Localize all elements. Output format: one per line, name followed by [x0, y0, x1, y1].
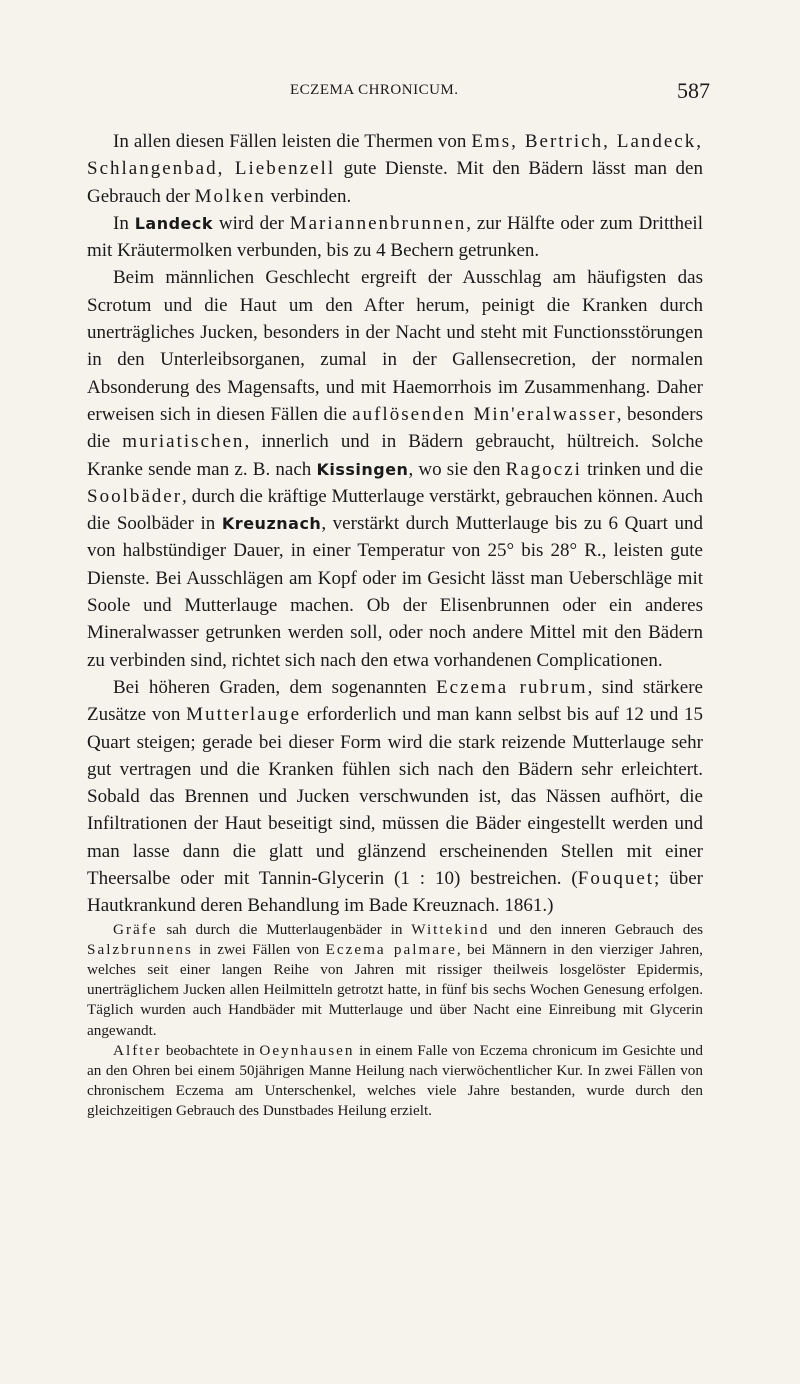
text-run: In allen diesen Fällen leisten die Thermen von	[113, 131, 472, 152]
text-run: und den inneren Gebrauch des	[489, 920, 703, 938]
term-mariannenbrunnen: Mariannenbrunnen	[289, 212, 467, 234]
author-alfter: Alfter	[113, 1041, 162, 1059]
text-run: in einem Falle von Eczema chronicum im Gesichte und an den Ohren bei einem 50jährigen Manne Heilung nach vierwöchentlicher Kur. In zwei Fällen von chronischem Eczema am Unterschenkel, welches viele Jahre bestanden, wurde durch den gleichzeitigen Gebrauch des Dunstbades Heilung erzielt.	[87, 1041, 703, 1120]
text-run: ; über Hautkrankund deren Behandlung im Bade Kreuznach. 1861.)	[87, 868, 704, 917]
text-run: gute Dienste. Mit den Bädern lässt man den Gebrauch der	[87, 158, 703, 207]
spa-names: Ems, Bertrich, Landeck, Schlangenbad, Liebenzell	[87, 131, 703, 180]
term-ragoczi: Ragoczi	[505, 458, 582, 480]
text-run: verbinden.	[265, 185, 352, 207]
note-graefe	[87, 920, 703, 1041]
paragraph-landeck	[87, 210, 703, 265]
paragraph-male-eczema	[87, 264, 703, 673]
term-eczema-palmare: Eczema palmare	[325, 940, 457, 958]
small-print-notes	[87, 920, 703, 1122]
term-eczema-rubrum: Eczema rubrum	[436, 676, 588, 698]
text-run: , sind stärkere Zusätze von	[87, 676, 703, 726]
term-mutterlauge: Mutterlauge	[186, 704, 302, 726]
text-run: , wo sie den	[408, 458, 506, 480]
text-run: erforderlich und man kann selbst bis auf 12 und 15 Quart steigen; gerade bei dieser Form wird die stark reizende Mutterlauge sehr gut vertragen und die Kranken fühlen sich nach den Bädern sehr erleichtert. Sobald das Brennen und Jucken verschwunden ist, das Nässen aufhört, die Infiltrationen der Haut beseitigt sind, müssen die Bäder eingestellt werden und man lasse dann die glatt und glänzend erscheinenden Stellen mit einer Theersalbe oder mit Tannin-Glycerin (1 : 10) bestreichen. (	[87, 704, 703, 890]
author-fouquet: Fouquet	[577, 868, 655, 890]
text-run: Beim männlichen Geschlecht ergreift der Ausschlag am häufigsten das Scrotum und die Haut um den After herum, peinigt die Kranken durch unerträgliches Jucken, besonders in der Nacht und steht mit Functionsstörungen in den Unterleibsorganen, zumal in der Gallensecretion, der normalen Absonderung des Magensafts, und mit Haemorrhois im Zusammenhang. Daher erweisen sich in diesen Fällen die	[87, 267, 703, 425]
term-molken: Molken	[194, 185, 266, 207]
term-muriatischen: muriatischen	[122, 431, 245, 453]
author-graefe: Gräfe	[113, 920, 158, 938]
note-alfter	[87, 1041, 703, 1122]
paragraph-eczema-rubrum	[87, 674, 703, 920]
place-oeynhausen: Oeynhausen	[259, 1041, 355, 1059]
text-run: beobachtete in	[161, 1041, 260, 1059]
term-mineralwasser: auflösenden Min'eralwasser	[352, 403, 617, 425]
text-run: Bei höheren Graden, dem sogenannten	[113, 676, 437, 698]
text-run: wird der	[213, 212, 290, 234]
text-run: sah durch die Mutterlaugenbäder in	[157, 920, 412, 938]
place-kreuznach: Kreuznach	[221, 514, 322, 534]
text-run: , innerlich und in Bädern gebraucht, hültreich. Solche Kranke sende man z. B. nach	[87, 431, 704, 480]
paragraph-thermal-springs	[87, 128, 703, 210]
term-salzbrunnens: Salzbrunnens	[87, 940, 193, 958]
body-text	[87, 128, 703, 1122]
text-run: trinken und die	[581, 458, 704, 480]
place-wittekind: Wittekind	[411, 920, 490, 938]
text-run: , verstärkt durch Mutterlauge bis zu 6 Quart und von halbstündiger Dauer, in einer Temperatur von 25° bis 28° R., leisten gute Dienste. Bei Ausschlägen am Kopf oder im Gesicht lässt man Ueberschläge mit Soole und Mutterlauge machen. Ob der Elisenbrunnen oder ein anderes Mineralwasser getrunken werden soll, oder noch andere Mittel mit den Bädern zu verbinden sind, richtet sich nach den etwa vorhandenen Complicationen.	[87, 513, 703, 671]
text-run: In	[113, 212, 135, 234]
place-landeck: Landeck	[134, 213, 214, 233]
term-soolbaeder: Soolbäder	[87, 485, 183, 507]
page-number: 587	[677, 78, 710, 103]
text-run: , bei Männern in den vierziger Jahren, welches seit einer langen Reihe von Jahren mit rissiger theilweis losgelöster Epidermis, unerträglichem Jucken allen Heilmitteln getrotzt hatte, in fünf bis sechs Wochen Genesung erfolgen. Täglich wurden auch Handbäder mit Mutterlauge und über Nacht eine Einreibung mit Glycerin angewandt.	[87, 940, 703, 1039]
running-title: ECZEMA CHRONICUM.	[290, 82, 459, 98]
text-run: , zur Hälfte oder zum Drittheil mit Kräutermolken verbunden, bis zu 4 Bechern getrunken.	[87, 212, 703, 262]
text-run: , durch die kräftige Mutterlauge verstärkt, gebrauchen können. Auch die Soolbäder in	[87, 485, 703, 535]
place-kissingen: Kissingen	[316, 459, 409, 479]
text-run: , besonders die	[87, 403, 703, 453]
text-run: in zwei Fällen von	[192, 940, 326, 958]
running-head	[90, 78, 710, 106]
